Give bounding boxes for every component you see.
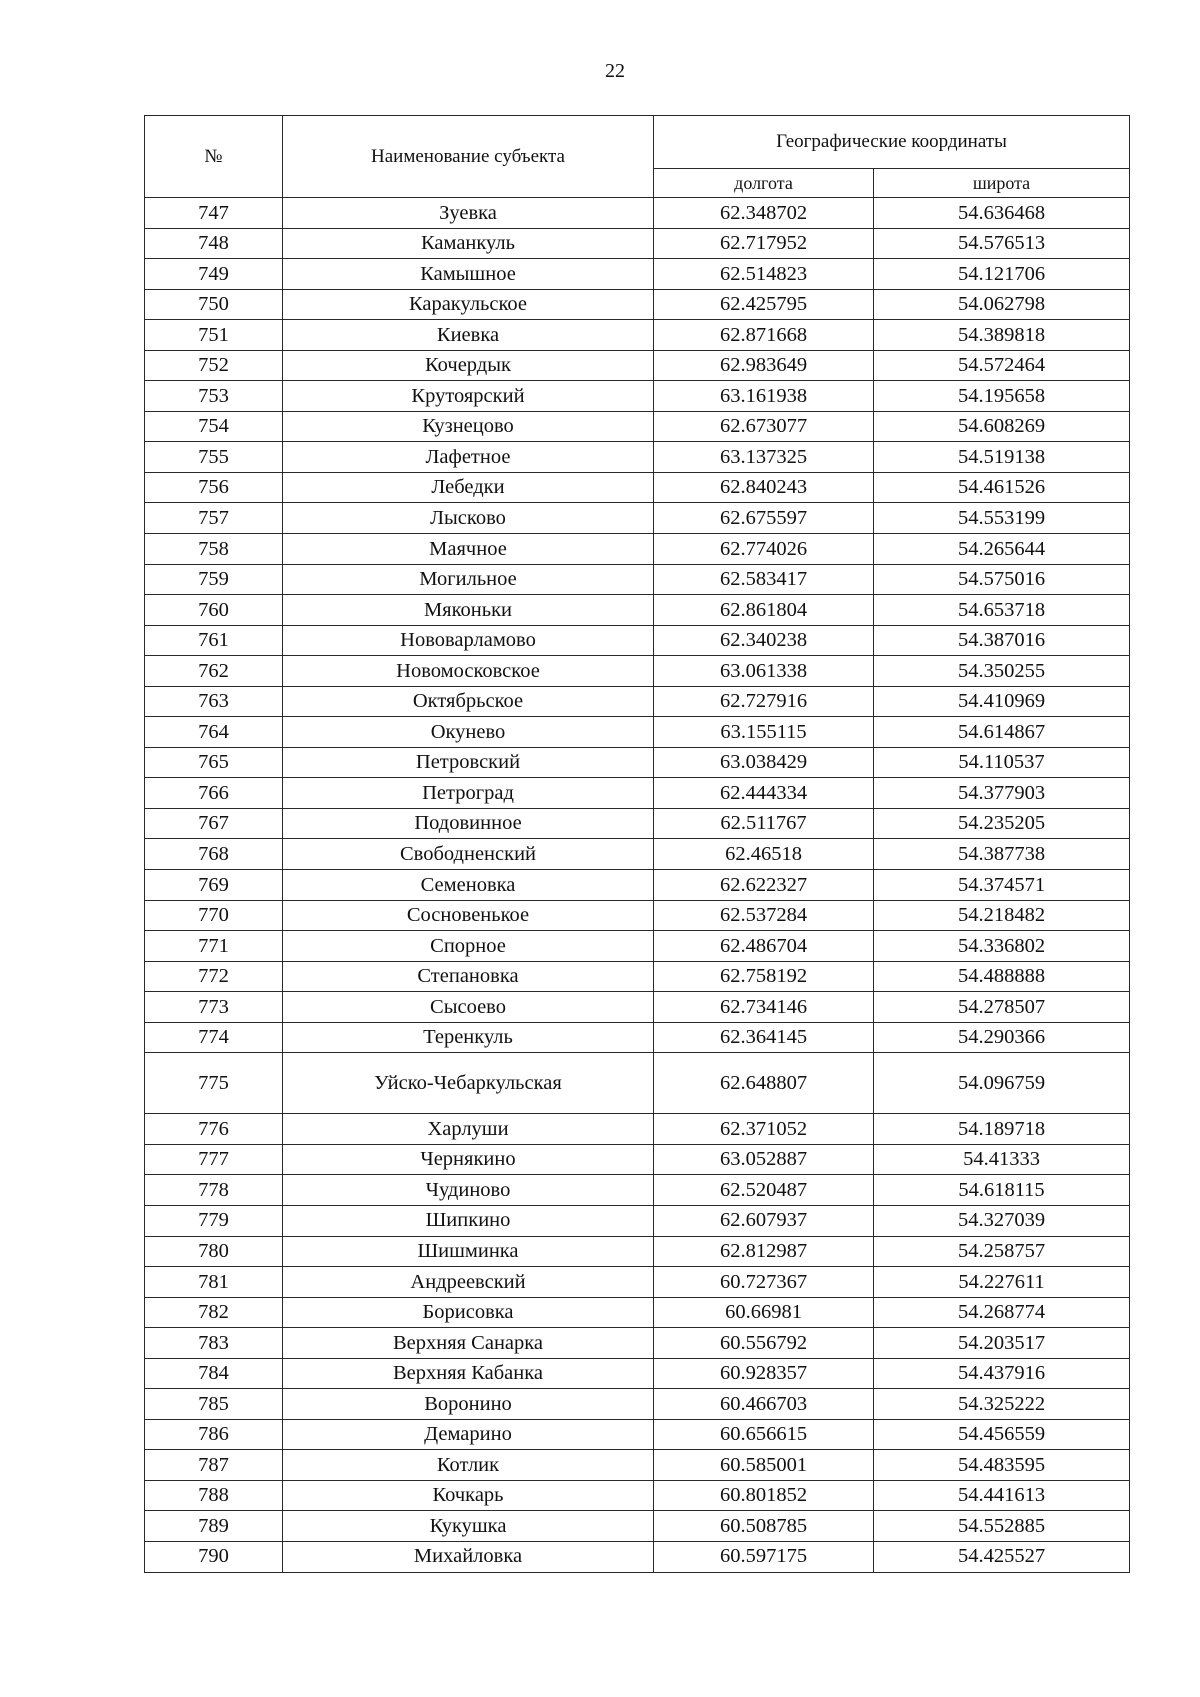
table-row [145,717,1130,748]
cell-subject-name: Степановка [283,961,654,992]
cell-longitude: 62.983649 [654,350,874,381]
cell-latitude: 54.387016 [874,625,1130,656]
cell-latitude: 54.519138 [874,442,1130,473]
cell-subject-name: Подовинное [283,808,654,839]
cell-latitude: 54.456559 [874,1419,1130,1450]
cell-longitude: 60.66981 [654,1297,874,1328]
cell-longitude: 60.727367 [654,1267,874,1298]
cell-longitude: 62.675597 [654,503,874,534]
cell-longitude: 62.812987 [654,1236,874,1267]
table-row [145,686,1130,717]
cell-latitude: 54.290366 [874,1022,1130,1053]
table-row [145,350,1130,381]
cell-latitude: 54.377903 [874,778,1130,809]
coordinates-table [144,115,1130,1573]
cell-subject-name: Мяконьки [283,595,654,626]
cell-number: 783 [145,1328,283,1359]
cell-number: 756 [145,472,283,503]
cell-latitude: 54.336802 [874,931,1130,962]
cell-longitude: 62.583417 [654,564,874,595]
cell-longitude: 62.758192 [654,961,874,992]
cell-number: 788 [145,1480,283,1511]
cell-longitude: 62.871668 [654,320,874,351]
table-row [145,320,1130,351]
page-number: 22 [605,60,625,82]
cell-longitude: 60.656615 [654,1419,874,1450]
cell-number: 754 [145,411,283,442]
cell-latitude: 54.410969 [874,686,1130,717]
cell-longitude: 62.861804 [654,595,874,626]
cell-number: 759 [145,564,283,595]
cell-longitude: 63.061338 [654,656,874,687]
cell-subject-name: Сосновенькое [283,900,654,931]
cell-subject-name: Шипкино [283,1205,654,1236]
cell-number: 779 [145,1205,283,1236]
cell-latitude: 54.350255 [874,656,1130,687]
table-row [145,1267,1130,1298]
cell-latitude: 54.653718 [874,595,1130,626]
cell-latitude: 54.437916 [874,1358,1130,1389]
table-row [145,198,1130,229]
table-row [145,1175,1130,1206]
cell-subject-name: Нововарламово [283,625,654,656]
cell-number: 748 [145,228,283,259]
cell-latitude: 54.387738 [874,839,1130,870]
table-row [145,503,1130,534]
cell-number: 777 [145,1144,283,1175]
header-longitude: долгота [654,169,874,198]
cell-latitude: 54.374571 [874,870,1130,901]
cell-longitude: 62.537284 [654,900,874,931]
header-latitude: широта [874,169,1130,198]
table-row [145,595,1130,626]
cell-longitude: 60.466703 [654,1389,874,1420]
cell-subject-name: Каманкуль [283,228,654,259]
cell-longitude: 62.511767 [654,808,874,839]
table-row [145,1297,1130,1328]
cell-longitude: 63.038429 [654,747,874,778]
cell-longitude: 60.801852 [654,1480,874,1511]
cell-latitude: 54.488888 [874,961,1130,992]
cell-subject-name: Кочердык [283,350,654,381]
cell-latitude: 54.608269 [874,411,1130,442]
table-row [145,1114,1130,1145]
cell-longitude: 62.774026 [654,534,874,565]
cell-subject-name: Уйско-Чебаркульская [283,1053,654,1114]
table-row [145,1511,1130,1542]
cell-subject-name: Михайловка [283,1541,654,1572]
cell-subject-name: Семеновка [283,870,654,901]
table-row [145,870,1130,901]
table-header [145,116,1130,198]
cell-longitude: 62.364145 [654,1022,874,1053]
cell-longitude: 62.425795 [654,289,874,320]
header-subject-name: Наименование субъекта [283,116,654,198]
cell-latitude: 54.110537 [874,747,1130,778]
table-row [145,1419,1130,1450]
table-row [145,472,1130,503]
cell-latitude: 54.121706 [874,259,1130,290]
table-row [145,656,1130,687]
cell-number: 761 [145,625,283,656]
cell-longitude: 62.46518 [654,839,874,870]
cell-number: 751 [145,320,283,351]
cell-latitude: 54.265644 [874,534,1130,565]
cell-longitude: 62.717952 [654,228,874,259]
cell-number: 785 [145,1389,283,1420]
cell-number: 747 [145,198,283,229]
cell-longitude: 60.585001 [654,1450,874,1481]
cell-longitude: 60.556792 [654,1328,874,1359]
cell-subject-name: Чернякино [283,1144,654,1175]
cell-subject-name: Кочкарь [283,1480,654,1511]
cell-latitude: 54.258757 [874,1236,1130,1267]
table-row [145,1328,1130,1359]
cell-latitude: 54.189718 [874,1114,1130,1145]
cell-subject-name: Лафетное [283,442,654,473]
table-row [145,1450,1130,1481]
cell-latitude: 54.278507 [874,992,1130,1023]
cell-longitude: 62.607937 [654,1205,874,1236]
cell-subject-name: Чудиново [283,1175,654,1206]
table-row [145,1053,1130,1114]
cell-subject-name: Лебедки [283,472,654,503]
cell-number: 771 [145,931,283,962]
cell-longitude: 60.508785 [654,1511,874,1542]
cell-subject-name: Демарино [283,1419,654,1450]
cell-latitude: 54.618115 [874,1175,1130,1206]
cell-subject-name: Шишминка [283,1236,654,1267]
cell-latitude: 54.614867 [874,717,1130,748]
cell-longitude: 62.622327 [654,870,874,901]
cell-number: 790 [145,1541,283,1572]
cell-number: 752 [145,350,283,381]
table-row [145,228,1130,259]
cell-latitude: 54.575016 [874,564,1130,595]
cell-latitude: 54.576513 [874,228,1130,259]
cell-latitude: 54.483595 [874,1450,1130,1481]
cell-subject-name: Зуевка [283,198,654,229]
table-row [145,839,1130,870]
cell-latitude: 54.195658 [874,381,1130,412]
cell-latitude: 54.062798 [874,289,1130,320]
cell-longitude: 62.673077 [654,411,874,442]
cell-subject-name: Окунево [283,717,654,748]
cell-subject-name: Сысоево [283,992,654,1023]
cell-latitude: 54.572464 [874,350,1130,381]
cell-number: 757 [145,503,283,534]
cell-longitude: 63.052887 [654,1144,874,1175]
table-row [145,747,1130,778]
cell-longitude: 63.161938 [654,381,874,412]
cell-longitude: 63.155115 [654,717,874,748]
table-row [145,1144,1130,1175]
cell-subject-name: Новомосковское [283,656,654,687]
cell-number: 753 [145,381,283,412]
cell-number: 765 [145,747,283,778]
table-row [145,808,1130,839]
cell-number: 755 [145,442,283,473]
cell-number: 772 [145,961,283,992]
cell-number: 768 [145,839,283,870]
cell-subject-name: Воронино [283,1389,654,1420]
cell-longitude: 62.514823 [654,259,874,290]
table-row [145,1358,1130,1389]
cell-number: 749 [145,259,283,290]
header-geographic-coordinates: Географические координаты [654,116,1130,169]
cell-subject-name: Андреевский [283,1267,654,1298]
cell-subject-name: Петроград [283,778,654,809]
cell-longitude: 62.734146 [654,992,874,1023]
cell-longitude: 62.486704 [654,931,874,962]
table-row [145,259,1130,290]
cell-number: 760 [145,595,283,626]
cell-number: 782 [145,1297,283,1328]
cell-subject-name: Петровский [283,747,654,778]
table-row [145,381,1130,412]
cell-latitude: 54.327039 [874,1205,1130,1236]
cell-number: 787 [145,1450,283,1481]
table-row [145,992,1130,1023]
cell-longitude: 62.727916 [654,686,874,717]
cell-latitude: 54.268774 [874,1297,1130,1328]
table-body [145,198,1130,1573]
cell-number: 770 [145,900,283,931]
cell-subject-name: Теренкуль [283,1022,654,1053]
table-row [145,442,1130,473]
cell-latitude: 54.636468 [874,198,1130,229]
cell-number: 762 [145,656,283,687]
cell-latitude: 54.552885 [874,1511,1130,1542]
cell-longitude: 62.371052 [654,1114,874,1145]
cell-latitude: 54.227611 [874,1267,1130,1298]
cell-subject-name: Кузнецово [283,411,654,442]
cell-latitude: 54.389818 [874,320,1130,351]
cell-latitude: 54.461526 [874,472,1130,503]
table-row [145,289,1130,320]
table-row [145,1541,1130,1572]
cell-number: 774 [145,1022,283,1053]
cell-number: 764 [145,717,283,748]
cell-longitude: 62.444334 [654,778,874,809]
cell-latitude: 54.441613 [874,1480,1130,1511]
cell-subject-name: Камышное [283,259,654,290]
cell-longitude: 62.648807 [654,1053,874,1114]
table-row [145,1389,1130,1420]
cell-subject-name: Крутоярский [283,381,654,412]
table-row [145,411,1130,442]
table-row [145,534,1130,565]
cell-subject-name: Харлуши [283,1114,654,1145]
cell-longitude: 63.137325 [654,442,874,473]
cell-longitude: 60.597175 [654,1541,874,1572]
cell-number: 784 [145,1358,283,1389]
header-number: № [145,116,283,198]
table-row [145,1022,1130,1053]
cell-subject-name: Могильное [283,564,654,595]
cell-latitude: 54.41333 [874,1144,1130,1175]
cell-latitude: 54.553199 [874,503,1130,534]
table-row [145,778,1130,809]
cell-subject-name: Киевка [283,320,654,351]
cell-number: 781 [145,1267,283,1298]
cell-subject-name: Спорное [283,931,654,962]
cell-latitude: 54.218482 [874,900,1130,931]
cell-latitude: 54.425527 [874,1541,1130,1572]
cell-number: 767 [145,808,283,839]
cell-latitude: 54.203517 [874,1328,1130,1359]
cell-subject-name: Свободненский [283,839,654,870]
cell-latitude: 54.325222 [874,1389,1130,1420]
cell-longitude: 62.340238 [654,625,874,656]
cell-number: 786 [145,1419,283,1450]
cell-subject-name: Кукушка [283,1511,654,1542]
cell-subject-name: Маячное [283,534,654,565]
cell-number: 763 [145,686,283,717]
cell-number: 750 [145,289,283,320]
table-row [145,564,1130,595]
cell-subject-name: Верхняя Санарка [283,1328,654,1359]
cell-subject-name: Каракульское [283,289,654,320]
table-row [145,1236,1130,1267]
cell-number: 778 [145,1175,283,1206]
cell-subject-name: Лысково [283,503,654,534]
cell-number: 776 [145,1114,283,1145]
table-row [145,1480,1130,1511]
cell-number: 766 [145,778,283,809]
cell-number: 789 [145,1511,283,1542]
cell-longitude: 62.840243 [654,472,874,503]
cell-subject-name: Верхняя Кабанка [283,1358,654,1389]
table-row [145,931,1130,962]
cell-number: 775 [145,1053,283,1114]
cell-number: 773 [145,992,283,1023]
cell-longitude: 62.348702 [654,198,874,229]
table-row [145,900,1130,931]
cell-subject-name: Борисовка [283,1297,654,1328]
cell-longitude: 62.520487 [654,1175,874,1206]
table-row [145,1205,1130,1236]
cell-latitude: 54.096759 [874,1053,1130,1114]
cell-subject-name: Котлик [283,1450,654,1481]
cell-latitude: 54.235205 [874,808,1130,839]
cell-number: 769 [145,870,283,901]
cell-longitude: 60.928357 [654,1358,874,1389]
cell-number: 758 [145,534,283,565]
cell-number: 780 [145,1236,283,1267]
table-row [145,625,1130,656]
table-row [145,961,1130,992]
cell-subject-name: Октябрьское [283,686,654,717]
